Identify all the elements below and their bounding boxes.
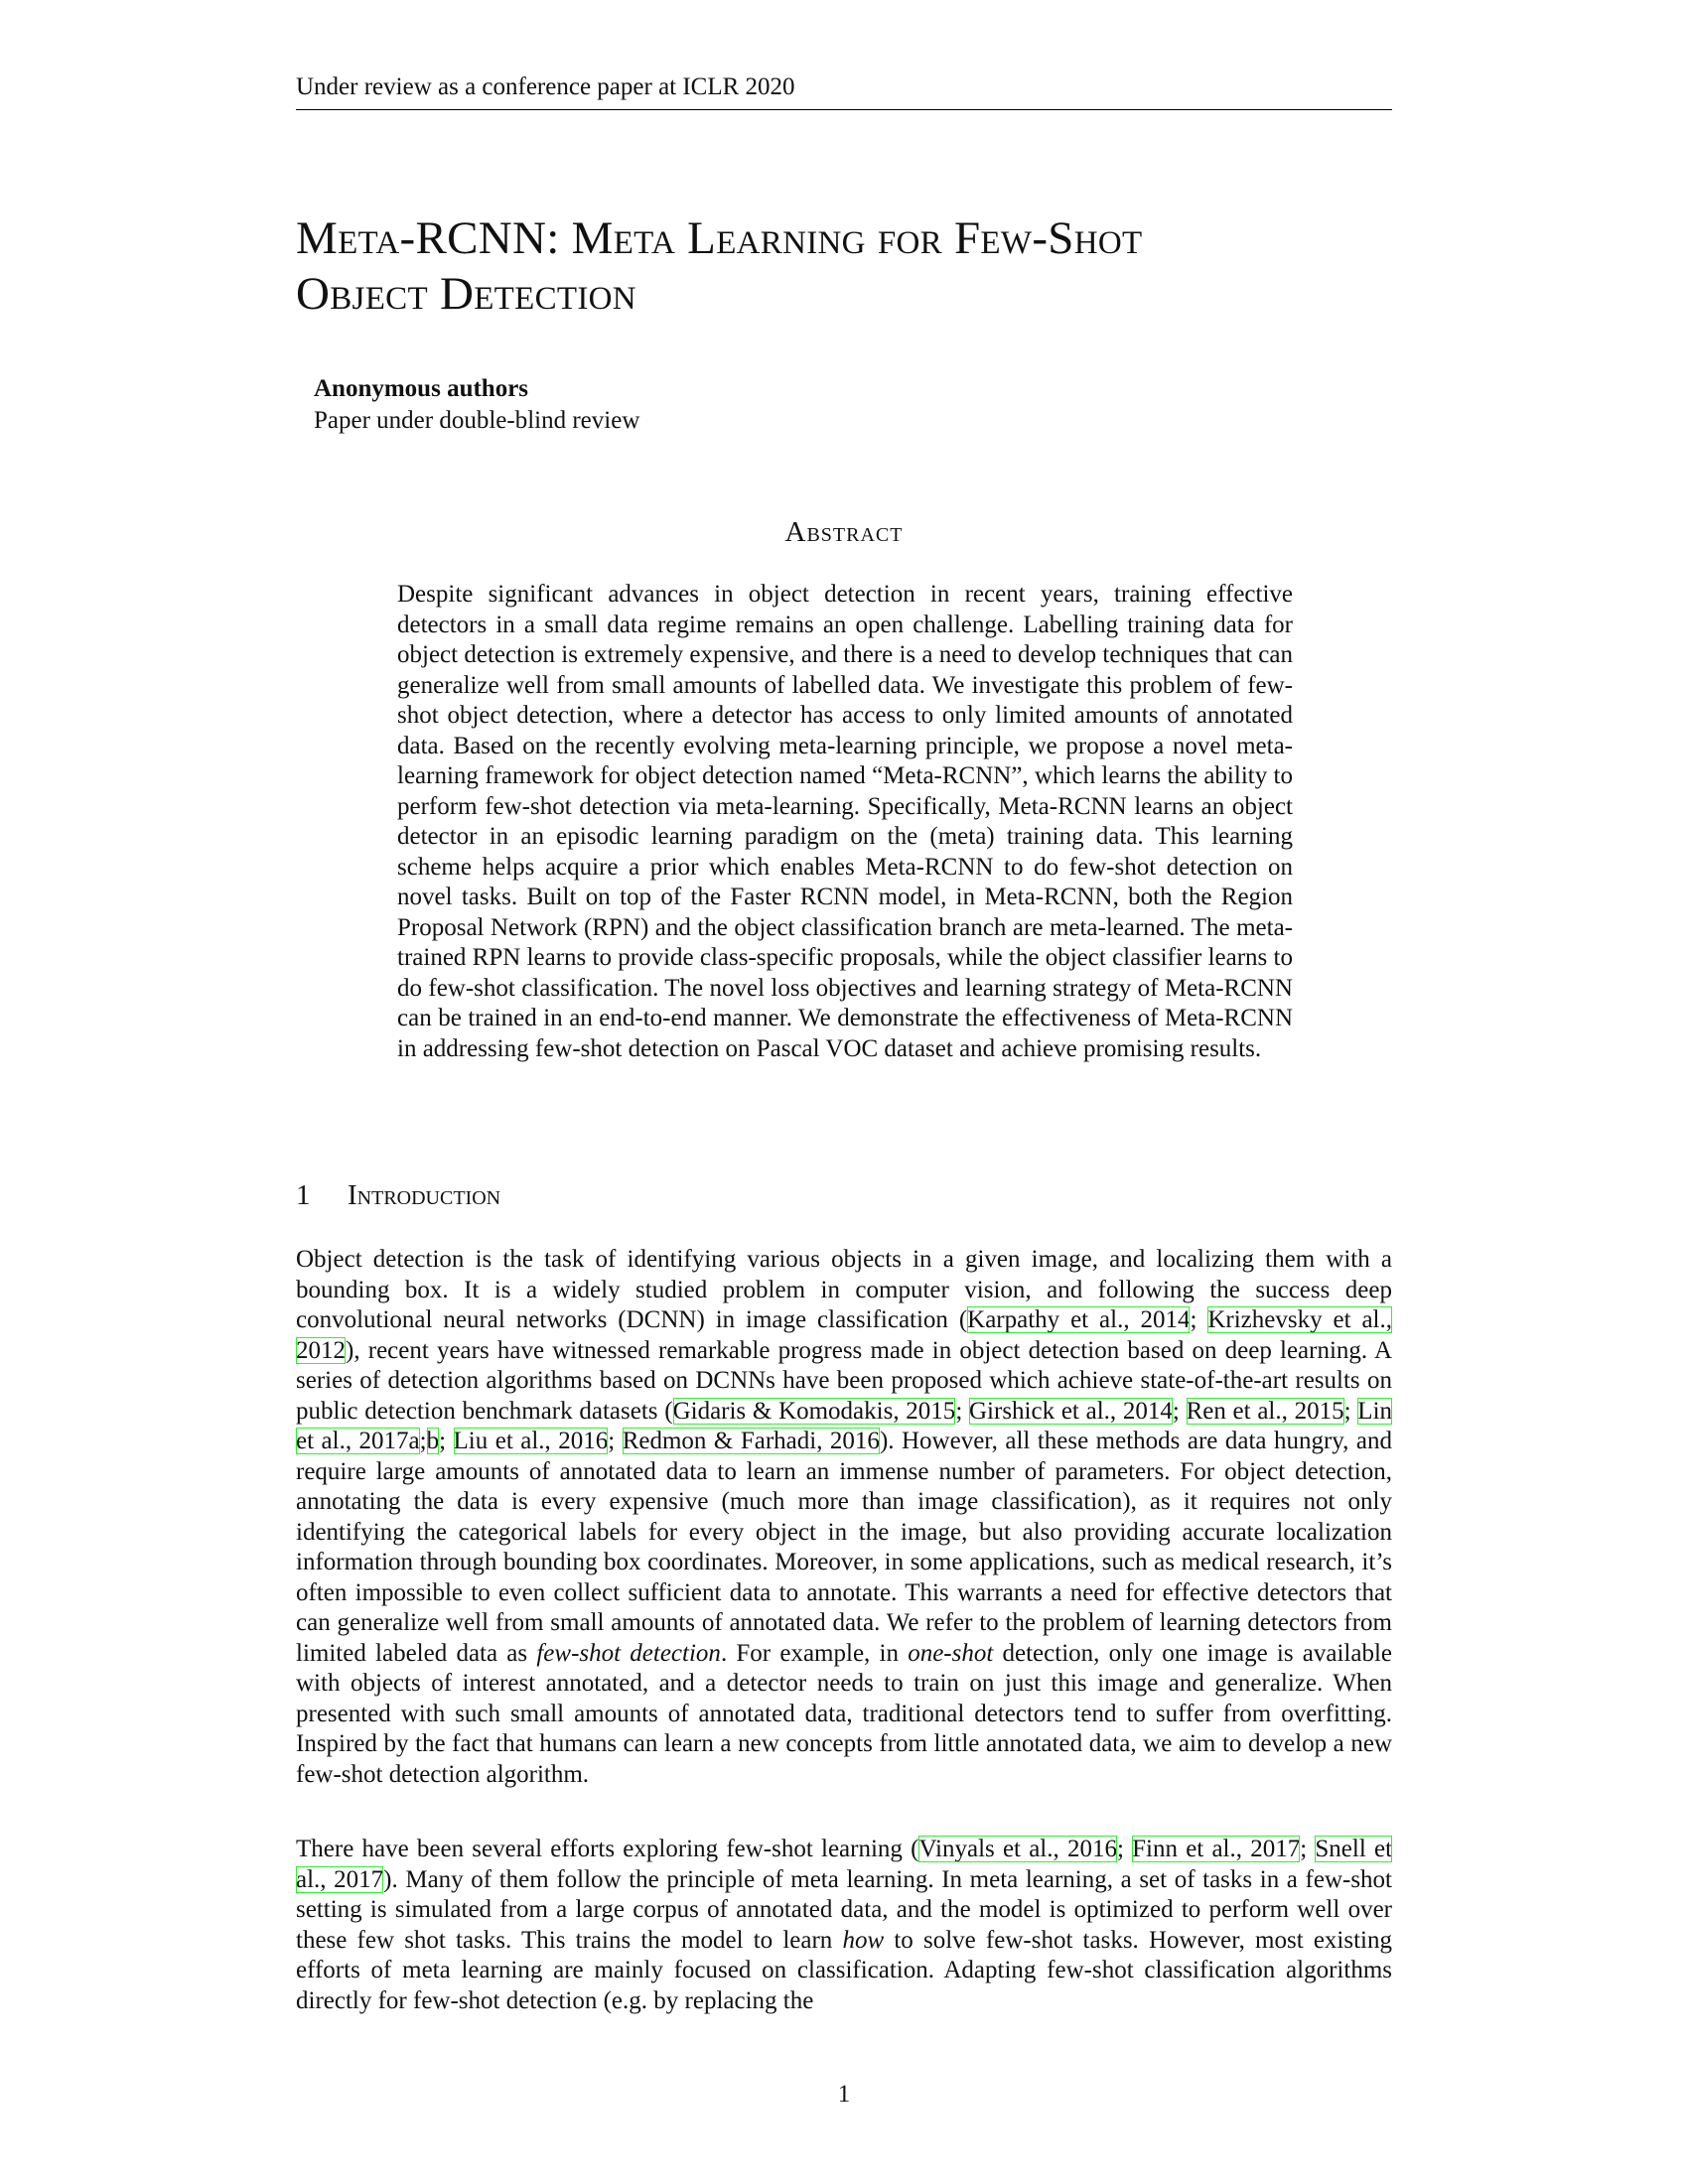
- separator: ;: [1300, 1836, 1316, 1862]
- abstract-text: Despite significant advances in object detection in recent years, training effective detectors in a small data regime remains an open challenge. Labelling training data for object detection is extremely expensive, and there is a need to develop techniques that can generalize well from small amounts of labelled data. We investigate this problem of few-shot object detection, where a detector has access to only limited amounts of annotated data. Based on the recently evolving meta-learning principle, we propose a novel meta-learning framework for object detection named “Meta-RCNN”, which learns the ability to perform few-shot detection via meta-learning. Specifically, Meta-RCNN learns an object detector in an episodic learning paradigm on the (meta) training data. This learning scheme helps acquire a prior which enables Meta-RCNN to do few-shot detection on novel tasks. Built on top of the Faster RCNN model, in Meta-RCNN, both the Region Proposal Network (RPN) and the object classification branch are meta-learned. The meta-trained RPN learns to provide class-specific proposals, while the object classifier learns to do few-shot classification. The novel loss objectives and learning strategy of Meta-RCNN can be trained in an end-to-end manner. We demonstrate the effectiveness of Meta-RCNN in addressing few-shot detection on Pascal VOC dataset and achieve promising results.: [397, 581, 1293, 1062]
- section-number: 1: [296, 1179, 311, 1211]
- citation-link[interactable]: Krizhevsky et al., 2012: [296, 1306, 1392, 1364]
- citation-link[interactable]: Girshick et al., 2014: [969, 1397, 1173, 1425]
- text-run: ), recent years have witnessed remarkable progress made in object detection based on deep learning. A series of detection algorithms based on DCNNs have been proposed which achieve state-of-the-art results on public detection benchmark datasets (: [296, 1336, 1392, 1425]
- separator: ;: [608, 1428, 623, 1454]
- title-line-1: Meta-RCNN: Meta Learning for Few-Shot: [296, 212, 1143, 264]
- page-number: 1: [837, 2081, 851, 2108]
- citation-link[interactable]: Ren et al., 2015: [1186, 1397, 1344, 1425]
- separator: ;: [1190, 1306, 1208, 1333]
- citation-link[interactable]: Redmon & Farhadi, 2016: [622, 1428, 880, 1454]
- text-run: There have been several efforts exploring few-shot learning (: [296, 1836, 919, 1862]
- separator: ;: [439, 1428, 454, 1454]
- section-heading: [296, 1177, 1392, 1213]
- emphasis: how: [842, 1926, 885, 1954]
- citation-link[interactable]: b: [426, 1428, 440, 1454]
- citation-link[interactable]: Snell et al., 2017: [296, 1836, 1393, 1893]
- citation-link[interactable]: Gidaris & Komodakis, 2015: [672, 1397, 956, 1425]
- text-run: . For example, in: [720, 1639, 909, 1667]
- citation-link[interactable]: Lin et al., 2017a: [296, 1397, 1393, 1454]
- separator: ;: [419, 1428, 427, 1454]
- separator: ;: [1116, 1836, 1133, 1862]
- abstract-heading: Abstract: [784, 516, 904, 548]
- intro-paragraph-1: [296, 1245, 1392, 1790]
- title-line-2: Object Detection: [296, 268, 636, 320]
- paper-title: [296, 210, 1392, 322]
- section-title: Introduction: [348, 1179, 501, 1211]
- author-block: [314, 373, 639, 437]
- separator: ;: [955, 1397, 969, 1425]
- author-name: Anonymous authors: [314, 375, 529, 402]
- emphasis: one-shot: [908, 1639, 994, 1667]
- running-header: Under review as a conference paper at ICLR 2020: [296, 71, 1392, 110]
- citation-link[interactable]: Karpathy et al., 2014: [967, 1306, 1191, 1333]
- text-run: ). Many of them follow the principle of meta learning. In meta learning, a set of tasks in a few-shot setting is simulated from a large corpus of annotated data, and the model is optimized to perform well over these few shot tasks. This trains the model to learn: [296, 1865, 1392, 1954]
- separator: ;: [1343, 1397, 1358, 1425]
- separator: ;: [1172, 1397, 1187, 1425]
- citation-link[interactable]: Liu et al., 2016: [453, 1428, 609, 1454]
- emphasis: few-shot detection: [536, 1639, 721, 1667]
- citation-link[interactable]: Finn et al., 2017: [1132, 1836, 1301, 1862]
- author-affiliation: Paper under double-blind review: [314, 407, 640, 434]
- text-run: ). However, all these methods are data hungry, and require large amounts of annotated data to learn an immense number of parameters. For object detection, annotating the data is every expensive (much more than image classification), as it requires not only identifying the categorical labels for every object in the image, but also providing accurate localization information through bounding box coordinates. Moreover, in some applications, such as medical research, it’s often impossible to even collect sufficient data to annotate. This warrants a need for effective detectors that can generalize well from small amounts of annotated data. We refer to the problem of learning detectors from limited labeled data as: [296, 1428, 1392, 1667]
- text-run: to solve few-shot tasks. However, most existing efforts of meta learning are mainly focused on classification. Adapting few-shot classification algorithms directly for few-shot detection (e.g. by replacing the: [296, 1926, 1392, 2014]
- intro-paragraph-2: [296, 1835, 1392, 2016]
- text-run: Object detection is the task of identifying various objects in a given image, and localizing them with a bounding box. It is a widely studied problem in computer vision, and following the success deep convolutional neural networks (DCNN) in image classification (: [296, 1246, 1392, 1333]
- citation-link[interactable]: Vinyals et al., 2016: [918, 1836, 1117, 1862]
- text-run: detection, only one image is available with objects of interest annotated, and a detector needs to train on just this image and generalize. When presented with such small amounts of annotated data, traditional detectors tend to suffer from overfitting. Inspired by the fact that humans can learn a new concepts from little annotated data, we aim to develop a new few-shot detection algorithm.: [296, 1639, 1393, 1788]
